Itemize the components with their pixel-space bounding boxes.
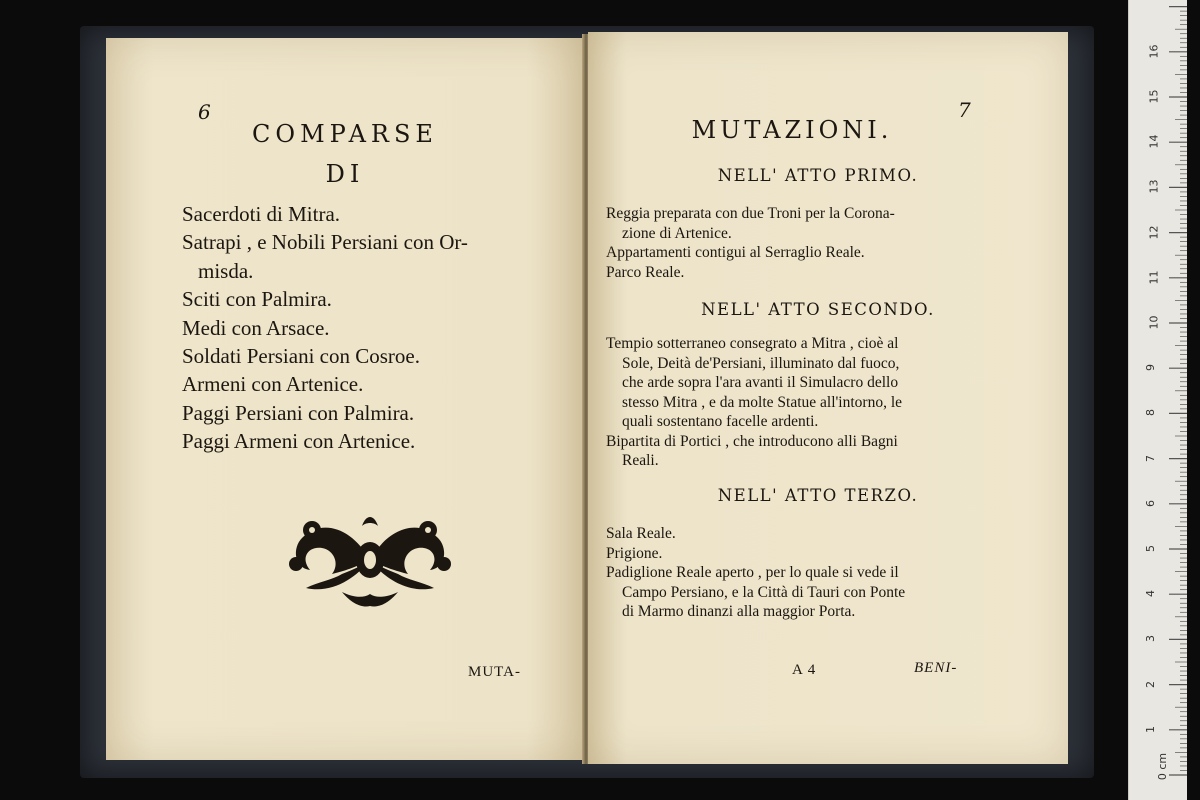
list-item: Armeni con Artenice. [182,372,364,397]
list-item: Sciti con Palmira. [182,287,332,312]
right-title: MUTAZIONI. [691,116,893,144]
ruler-number: 8 [1144,409,1157,417]
floral-ornament-icon [282,508,458,612]
list-item: Paggi Armeni con Artenice. [182,429,416,454]
comparse-list [182,200,562,456]
ruler-number: 6 [1144,499,1157,507]
list-item: Paggi Persiani con Palmira. [182,400,415,425]
catchword-right: BENI- [914,660,958,676]
act2-scenes: Tempio sotterraneo consegrato a Mitra , cioè al Sole, Deità de'Persiani, illuminato dal fuoco, che arde sopra l'ara avanti il Simulacro dello stesso Mitra , e da molte Statue all'intorno, le quali sostentano facelle ardenti. Bipartita di Portici , che introducono alli Bagni Reali. [606,335,903,469]
ruler-number: 12 [1147,225,1161,240]
list-item: Medi con Arsace. [182,315,330,340]
act3-heading: NELL' ATTO TERZO. [717,486,919,505]
act1-scenes: Reggia preparata con due Troni per la Corona- zione di Artenice. Appartamenti contigui al Serraglio Reale. Parco Reale. [606,205,895,281]
ruler-number: 9 [1144,364,1157,372]
ruler-number: 1 [1144,725,1157,733]
page-number-left: 6 [198,100,211,124]
ruler-number: 3 [1144,635,1157,643]
ruler-number: 11 [1147,270,1161,285]
list-item: Satrapi , e Nobili Persiani con Or- misda. [182,230,468,283]
act3-scenes: Sala Reale. Prigione. Padiglione Reale aperto , per lo quale si vede il Campo Persiano, e la Città di Tauri con Ponte di Marmo dinanzi alla maggior Porta. [606,525,906,620]
list-item: Soldati Persiani con Cosroe. [182,344,420,369]
ruler-number: 16 [1147,44,1161,59]
ruler-unit-label: 0 cm [1156,752,1170,781]
ruler-number: 15 [1147,89,1161,104]
ruler-number: 13 [1147,179,1161,194]
ruler-number: 7 [1144,454,1157,462]
act2-heading: NELL' ATTO SECONDO. [701,300,935,319]
measurement-ruler [1128,0,1187,800]
signature-mark: A 4 [792,662,817,678]
left-title-line2: DI [325,160,365,188]
left-title-line1: COMPARSE [252,120,438,148]
left-page [106,38,584,760]
ruler-number: 4 [1144,590,1157,598]
list-item: Sacerdoti di Mitra. [182,202,341,226]
right-page [588,32,1068,764]
act1-heading: NELL' ATTO PRIMO. [717,166,919,185]
ruler-ticks [1129,0,1187,800]
page-number-right: 7 [958,98,971,122]
ruler-number: 5 [1144,545,1157,552]
ruler-number: 2 [1144,680,1157,688]
ruler-number: 10 [1147,315,1161,330]
ruler-number: 14 [1147,134,1161,149]
catchword-left: MUTA- [468,664,521,680]
